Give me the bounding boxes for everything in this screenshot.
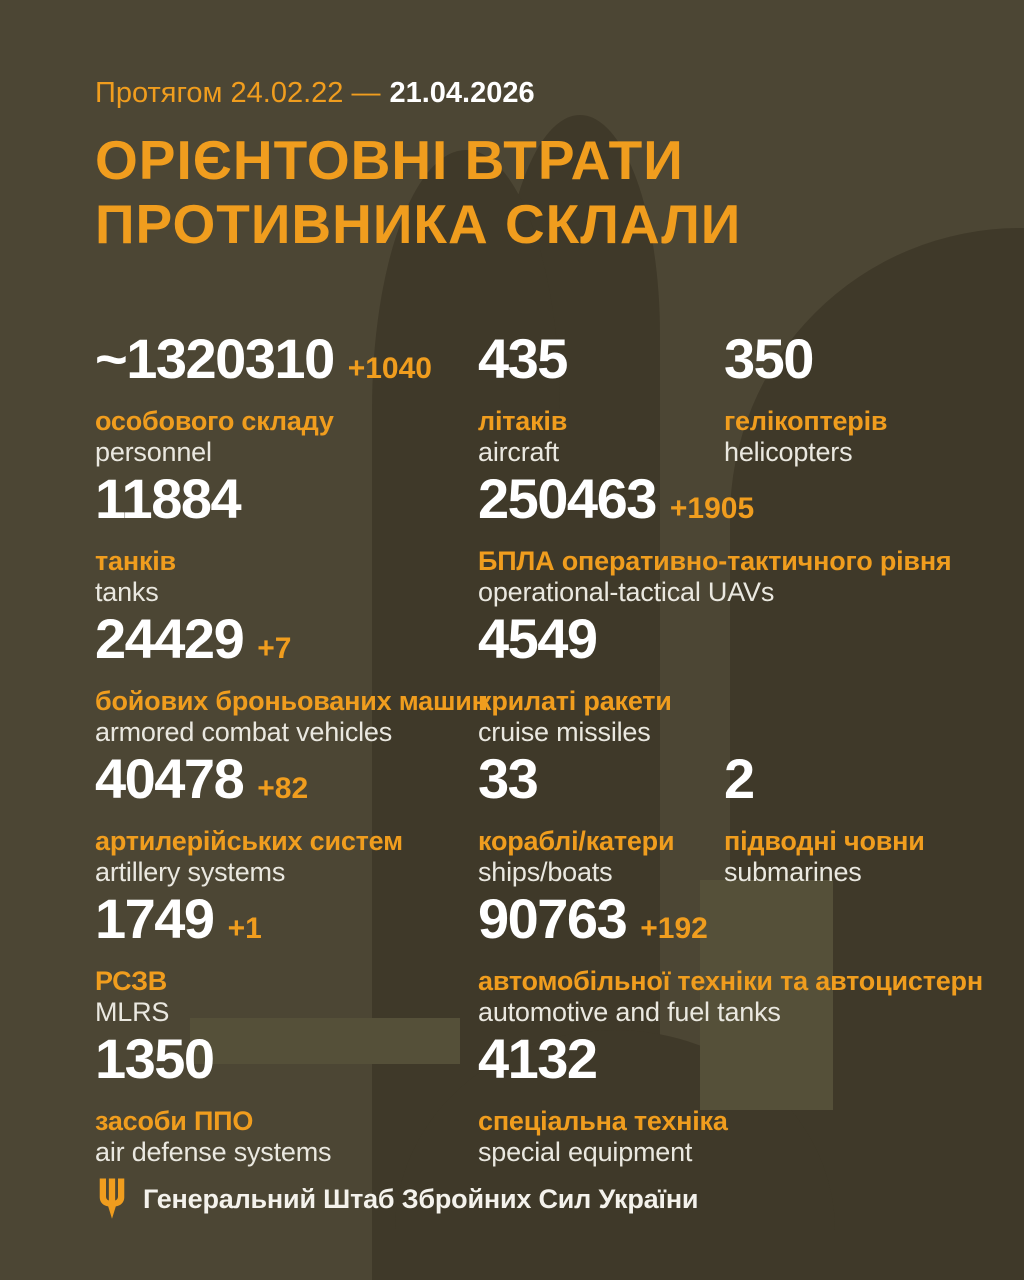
stat-special-equipment [478, 1027, 728, 1168]
stat-label-en: armored combat vehicles [95, 717, 393, 747]
stat-label-en: personnel [95, 437, 212, 467]
stat-label-en: submarines [724, 857, 862, 887]
stat-value: 250463 [478, 467, 656, 530]
stat-label-en: helicopters [724, 437, 853, 467]
stat-value: 11884 [95, 467, 241, 530]
stat-label-ua: танків [95, 546, 176, 576]
stat-value: 1749 [95, 887, 214, 950]
page-title [95, 128, 741, 256]
stat-delta: +82 [257, 772, 309, 805]
title-line-2: ПРОТИВНИКА СКЛАЛИ [95, 193, 742, 255]
stat-label-en: air defense systems [95, 1137, 332, 1167]
stat-armored-combat-vehicles [95, 607, 488, 748]
stat-label-en: artillery systems [95, 857, 286, 887]
stat-label-en: operational-tactical UAVs [478, 577, 775, 607]
stat-automotive-fuel-tanks [478, 887, 983, 1028]
period-end-date: 21.04.2026 [389, 77, 535, 109]
stat-value: 1350 [95, 1027, 214, 1090]
stat-label-en: ships/boats [478, 857, 613, 887]
stat-label-ua: БПЛА оперативно-тактичного рівня [478, 546, 952, 576]
stat-mlrs [95, 887, 262, 1028]
stat-air-defense [95, 1027, 332, 1168]
title-line-1: ОРІЄНТОВНІ ВТРАТИ [95, 129, 684, 191]
stat-delta: +1905 [669, 492, 755, 525]
tryzub-icon [97, 1178, 127, 1220]
reporting-period [95, 76, 535, 110]
stat-label-ua: крилаті ракети [478, 686, 672, 716]
stat-label-ua: артилерійських систем [95, 826, 403, 856]
stat-personnel [95, 327, 432, 468]
stat-label-ua: літаків [478, 406, 568, 436]
stat-delta: +192 [640, 912, 708, 945]
stat-label-en: tanks [95, 577, 159, 607]
period-prefix: Протягом 24.02.22 — [95, 77, 381, 109]
stat-delta: +1040 [347, 352, 432, 385]
footer-org-name: Генеральний Штаб Збройних Сил України [143, 1183, 699, 1214]
stat-label-ua: підводні човни [724, 826, 925, 856]
stat-cruise-missiles [478, 607, 672, 748]
stat-label-ua: особового складу [95, 406, 334, 436]
footer [97, 1178, 698, 1220]
stat-value: 4132 [478, 1027, 597, 1090]
stat-label-ua: РСЗВ [95, 966, 168, 996]
stat-value: 33 [478, 747, 538, 810]
stat-value: 4549 [478, 607, 597, 670]
stat-value: 40478 [95, 747, 244, 810]
stat-label-en: aircraft [478, 437, 559, 467]
stat-value: ~1320310 [95, 327, 334, 390]
stat-helicopters [724, 327, 888, 468]
stat-delta: +1 [227, 912, 262, 945]
stat-value: 350 [724, 327, 813, 390]
stat-value: 2 [724, 747, 754, 810]
stat-ships-boats [478, 747, 675, 888]
stat-tanks [95, 467, 241, 608]
stat-value: 90763 [478, 887, 627, 950]
stat-label-en: automotive and fuel tanks [478, 997, 781, 1027]
stat-delta: +7 [257, 632, 292, 665]
stat-label-ua: засоби ППО [95, 1106, 254, 1136]
stat-aircraft [478, 327, 568, 468]
stat-label-ua: спеціальна техніка [478, 1106, 728, 1136]
stat-label-ua: бойових броньованих машин [95, 686, 488, 716]
stat-submarines [724, 747, 925, 888]
stat-label-ua: автомобільної техніки та автоцистерн [478, 966, 983, 996]
stat-label-ua: кораблі/катери [478, 826, 675, 856]
stat-value: 435 [478, 327, 567, 390]
stat-label-en: MLRS [95, 997, 170, 1027]
stat-uavs [478, 467, 952, 608]
stat-value: 24429 [95, 607, 244, 670]
stat-artillery-systems [95, 747, 403, 888]
stat-label-ua: гелікоптерів [724, 406, 888, 436]
stat-label-en: special equipment [478, 1137, 693, 1167]
stat-label-en: cruise missiles [478, 717, 651, 747]
